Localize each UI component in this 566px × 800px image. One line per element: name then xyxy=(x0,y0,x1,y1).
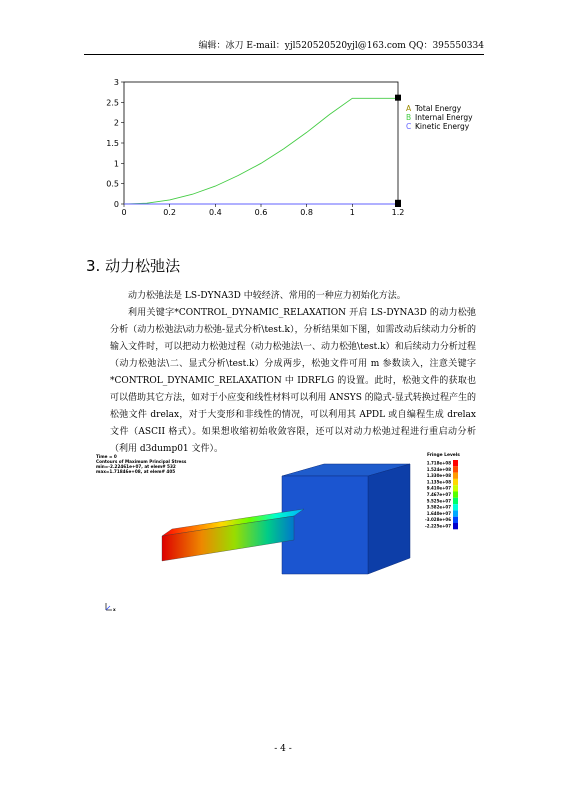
sim-info-title: Contours of Maximum Principal Stress xyxy=(96,459,187,464)
section-heading: 3. 动力松弛法 xyxy=(86,257,181,275)
x-tick-label: 0.8 xyxy=(300,208,314,217)
y-tick-label: 0 xyxy=(113,200,119,209)
fringe-level-label: 7.467e+07 xyxy=(426,492,451,497)
paragraph-1 xyxy=(110,288,476,305)
legend-label: Kinetic Energy xyxy=(415,122,470,131)
simulation-info xyxy=(96,454,187,474)
y-tick-label: 3 xyxy=(113,78,119,87)
fringe-level-label: 9.410e+07 xyxy=(426,485,451,491)
fringe-level-label: 3.582e+07 xyxy=(426,504,451,510)
series-end-marker xyxy=(395,95,401,101)
y-tick-label: 0.5 xyxy=(106,179,119,189)
legend-marker: C xyxy=(406,122,412,131)
y-tick-label: 2 xyxy=(113,118,119,128)
page-number: - 4 - xyxy=(274,744,292,754)
axis-triad xyxy=(106,603,116,612)
fringe-level-label: 1.330e+08 xyxy=(426,473,451,479)
fringe-swatch xyxy=(453,510,458,516)
fringe-swatch xyxy=(453,492,458,498)
paragraph-2 xyxy=(110,305,476,458)
chart-ticks xyxy=(106,78,404,217)
fringe-legend xyxy=(425,452,460,529)
fringe-swatch xyxy=(453,498,458,504)
fringe-bars xyxy=(425,460,458,529)
fringe-level-label: -2.225e+07 xyxy=(425,523,451,529)
fringe-level-label: 1.640e+07 xyxy=(426,510,451,516)
fringe-swatch xyxy=(453,460,458,466)
fringe-title: Fringe Levels xyxy=(427,453,460,458)
series-line xyxy=(124,98,398,204)
fringe-level-label: 1.718e+08 xyxy=(426,460,451,466)
legend-label: Internal Energy xyxy=(415,113,473,122)
y-tick-label: 1 xyxy=(113,159,119,169)
sim-info-min: min=-2.22461e+07, at elem# 532 xyxy=(96,464,176,469)
fringe-level-label: 5.525e+07 xyxy=(426,498,451,504)
axis-x-label: x xyxy=(113,607,116,612)
legend-label: Total Energy xyxy=(415,104,462,113)
fringe-level-label: 1.524e+08 xyxy=(426,466,451,472)
legend-marker: A xyxy=(406,104,412,113)
header-rule xyxy=(84,54,484,55)
fringe-swatch xyxy=(453,473,458,479)
sim-info-max: max=1.71846e+08, at elem# 405 xyxy=(96,469,176,474)
fringe-swatch xyxy=(453,523,458,529)
plot-frame xyxy=(124,82,398,204)
legend-marker: B xyxy=(406,113,412,122)
chart-legend xyxy=(406,104,473,131)
chart-axes xyxy=(124,82,398,204)
sim-info-time: Time = 0 xyxy=(96,454,117,459)
y-tick-label: 1.5 xyxy=(106,139,119,148)
energy-chart xyxy=(108,74,488,224)
x-tick-label: 0.2 xyxy=(163,208,177,217)
y-tick-label: 2.5 xyxy=(106,98,119,108)
chart-series xyxy=(124,95,401,207)
x-tick-label: 0 xyxy=(121,208,127,217)
x-tick-label: 1.2 xyxy=(391,208,405,217)
fringe-swatch xyxy=(453,504,458,510)
fringe-swatch xyxy=(453,479,458,485)
rigid-block xyxy=(282,464,410,574)
x-tick-label: 0.4 xyxy=(208,208,222,217)
x-tick-label: 1 xyxy=(349,208,355,217)
fringe-swatch xyxy=(453,485,458,491)
paragraph-1-text: 动力松弛法是 LS-DYNA3D 中较经济、常用的一种应力初始化方法。 xyxy=(128,291,406,301)
fringe-level-label: 1.135e+08 xyxy=(426,479,451,485)
page-header xyxy=(84,40,484,54)
header-text: 编辑：冰刀 E-mail：yjl520520520yjl@163.com QQ：395550334 xyxy=(198,41,484,51)
simulation-figure xyxy=(92,450,472,622)
paragraph-2-text: 利用关键字*CONTROL_DYNAMIC_RELAXATION 开启 LS-DYNA3D 的动力松弛分析（动力松弛法\动力松弛-显式分析\test.k），分析结果如下图，如需改动后续动力分析的输入文件时，可以把动力松弛过程（动力松弛法\一、动力松弛\test.k）和后续动力分析过程（动力松弛法\二、显式分析\test.k）分成两步，松弛文件可用 m 参数读入，注意关键字*CONTROL_DYNAMIC_RELAXATION 中 IDRFLG 的设置。此时，松弛文件的获取也可以借助其它方法，如对于小应变和线性材料可以利用 ANSYS 的隐式-显式转换过程产生的松弛文件 drelax，对于大变形和非线性的情况，可以利用其 APDL 或自编程生成 drelax 文件（ASCII 格式）。如果想收缩初始收敛容限，还可以对动力松弛过程进行重启动分析（利用 d3dump01 文件）。 xyxy=(110,308,476,454)
x-tick-label: 0.6 xyxy=(254,208,268,217)
fringe-level-label: -3.028e+06 xyxy=(425,517,451,523)
fringe-swatch xyxy=(453,466,458,472)
fringe-swatch xyxy=(453,517,458,523)
